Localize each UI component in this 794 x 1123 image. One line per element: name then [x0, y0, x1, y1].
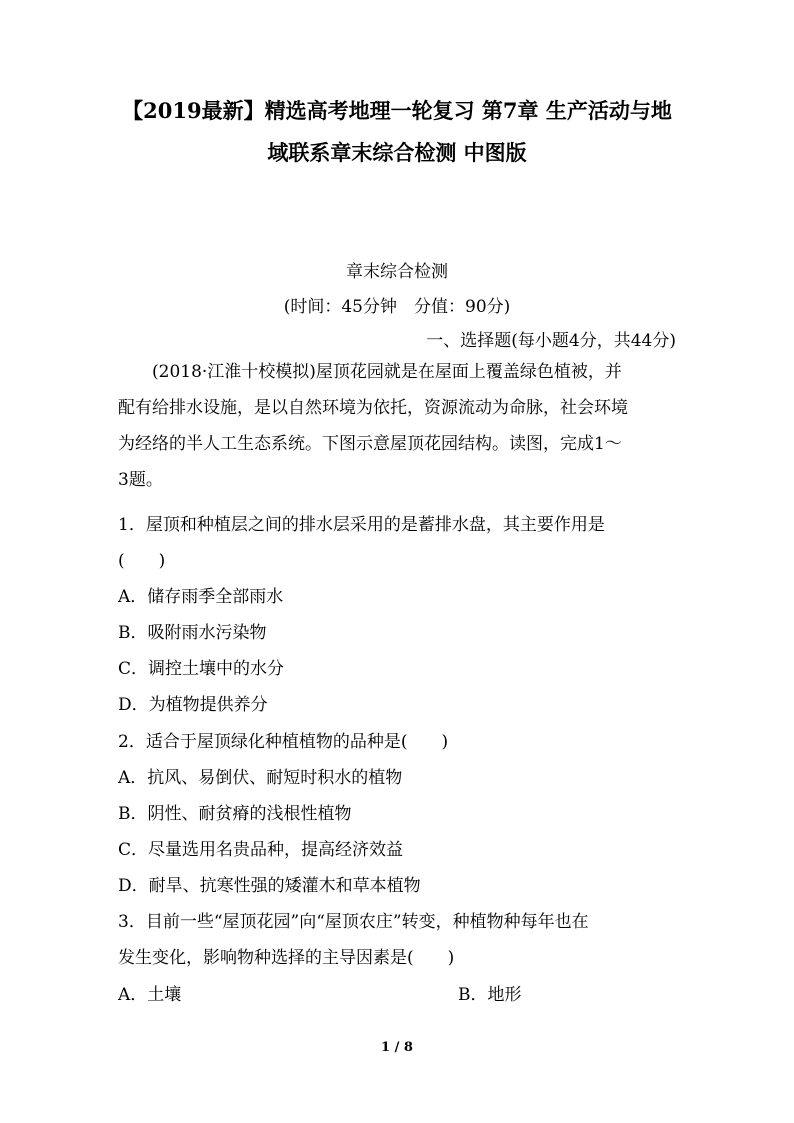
q1-option-b: B．吸附雨水污染物	[118, 623, 267, 643]
q1-stem-line-2: ( )	[118, 551, 166, 571]
intro-line: 配有给排水设施，是以自然环境为依托，资源流动为命脉，社会环境	[118, 398, 628, 418]
section-title: 章末综合检测	[346, 262, 448, 282]
q1-option-c: C．调控土壤中的水分	[118, 659, 285, 679]
q3-stem-line-1: 3．目前一些“屋顶花园”向“屋顶农庄”转变，种植物种每年也在	[118, 912, 589, 932]
q2-stem: 2．适合于屋顶绿化种植植物的品种是( )	[118, 732, 449, 752]
q1-stem-line-1: 1．屋顶和种植层之间的排水层采用的是蓄排水盘，其主要作用是	[118, 515, 605, 535]
q3-option-b: B．地形	[458, 985, 522, 1005]
q2-option-c: C．尽量选用名贵品种，提高经济效益	[118, 840, 404, 860]
q1-option-d: D．为植物提供养分	[118, 695, 268, 715]
page-number: 1 / 8	[381, 1040, 413, 1055]
q2-option-a: A．抗风、易倒伏、耐短时积水的植物	[118, 768, 403, 788]
q3-stem-line-2: 发生变化，影响物种选择的主导因素是( )	[118, 948, 455, 968]
intro-paragraph	[118, 354, 678, 498]
intro-line: 3题。	[118, 470, 163, 490]
q1-option-a: A．储存雨季全部雨水	[118, 587, 284, 607]
q2-option-d: D．耐旱、抗寒性强的矮灌木和草本植物	[118, 876, 421, 896]
document-title	[94, 90, 700, 174]
intro-line: 为经络的半人工生态系统。下图示意屋顶花园结构。读图，完成1～	[118, 434, 622, 454]
q2-option-b: B．阴性、耐贫瘠的浅根性植物	[118, 804, 352, 824]
intro-line: (2018·江淮十校模拟)屋顶花园就是在屋面上覆盖绿色植被，并	[152, 362, 622, 382]
q3-option-a: A．土壤	[118, 985, 182, 1005]
part-heading: 一、选择题(每小题4分，共44分)	[426, 331, 676, 351]
title-line-2: 域联系章末综合检测 中图版	[267, 140, 527, 165]
time-info: (时间：45分钟 分值：90分)	[283, 297, 511, 317]
title-line-1: 【2019最新】精选高考地理一轮复习 第7章 生产活动与地	[122, 98, 672, 123]
